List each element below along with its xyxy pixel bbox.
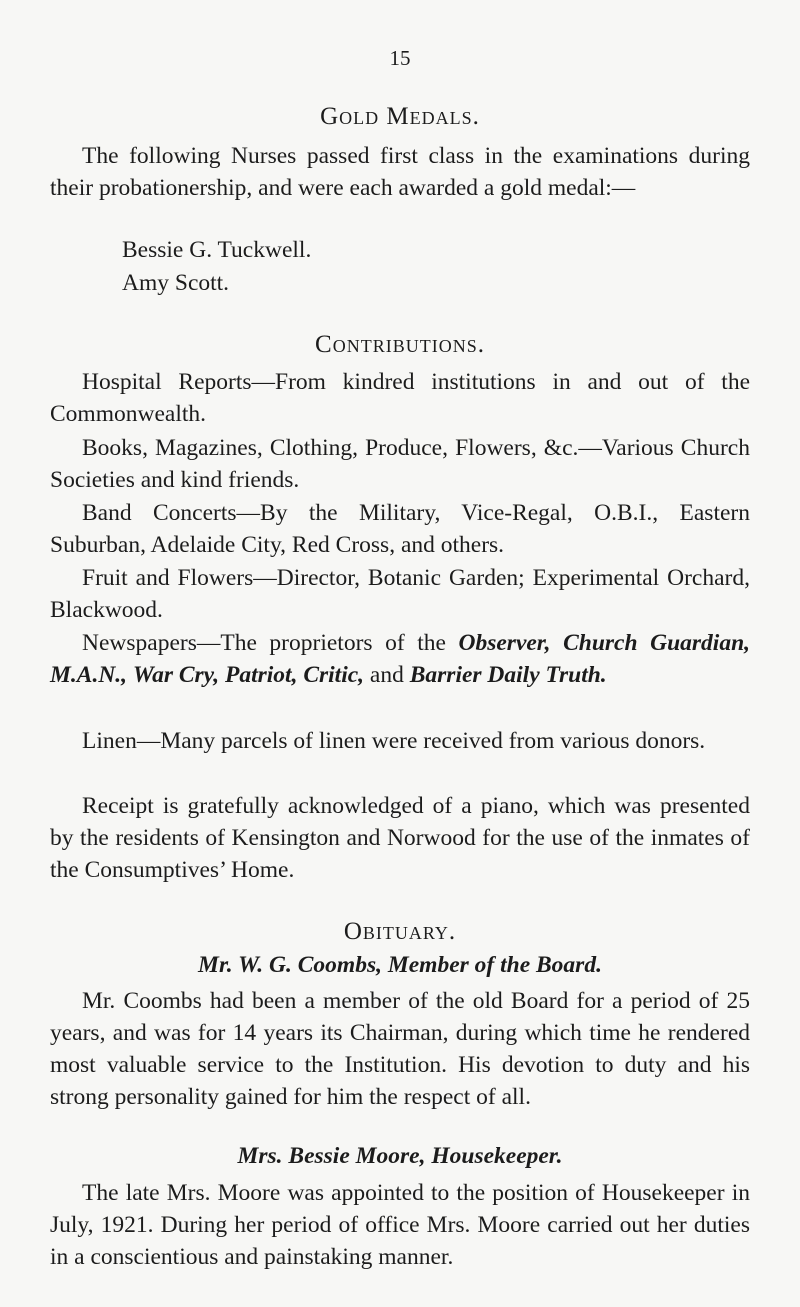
contribution-newspapers: [50, 627, 750, 691]
contribution-books: Books, Magazines, Clothing, Produce, Flowers, &c.—Various Church Societies and kind friends.: [50, 435, 750, 493]
obituary-coombs-text: Mr. Coombs had been a member of the old Board for a period of 25 years, and was for 14 years its Chairman, during which time he rendered most valuable service to the Institution. His devotion to duty and his strong personality gained for him the respect of all.: [50, 988, 750, 1110]
newspapers-prefix: Newspapers—The proprietors of the: [82, 630, 459, 656]
newspaper-man: M.A.N.,: [50, 662, 128, 688]
contribution-linen: Linen—Many parcels of linen were received from various donors.: [82, 728, 706, 754]
gold-medals-heading: Gold Medals.: [320, 103, 480, 130]
newspapers-and: and: [369, 662, 404, 688]
contributions-heading: Contributions.: [315, 331, 485, 358]
gold-medals-intro: The following Nurses passed first class in the examinations during their probationership, and were each awarded a gold medal:—: [50, 143, 750, 201]
page-number: 15: [389, 46, 411, 70]
medal-recipient-2: Amy Scott.: [122, 270, 230, 296]
contribution-piano: Receipt is gratefully acknowledged of a piano, which was presented by the residents of Kensington and Norwood for the use of the inmates of the Consumptives’ Home.: [50, 793, 750, 883]
newspaper-critic: Critic,: [303, 662, 365, 688]
newspaper-church-guardian: Church Guardian,: [563, 630, 751, 656]
obituary-heading: Obituary.: [343, 918, 457, 945]
medal-recipient-1: Bessie G. Tuckwell.: [122, 237, 312, 263]
newspaper-war-cry: War Cry,: [132, 662, 220, 688]
obituary-moore-title: Mrs. Bessie Moore, Housekeeper.: [237, 1143, 563, 1169]
contribution-band-concerts: Band Concerts—By the Military, Vice-Regal, O.B.I., Eastern Suburban, Adelaide City, Red Cross, and others.: [50, 500, 750, 558]
newspaper-barrier-daily-truth: Barrier Daily Truth.: [409, 662, 607, 688]
newspaper-observer: Observer,: [458, 630, 551, 656]
newspaper-patriot: Patriot,: [224, 662, 298, 688]
contribution-hospital-reports: Hospital Reports—From kindred institutions in and out of the Commonwealth.: [50, 369, 750, 427]
obituary-moore-text: The late Mrs. Moore was appointed to the position of Housekeeper in July, 1921. During her period of office Mrs. Moore carried out her duties in a conscientious and painstaking manner.: [50, 1180, 750, 1270]
contribution-fruit-flowers: Fruit and Flowers—Director, Botanic Garden; Experimental Orchard, Blackwood.: [50, 565, 750, 623]
obituary-coombs-title: Mr. W. G. Coombs, Member of the Board.: [198, 952, 602, 978]
